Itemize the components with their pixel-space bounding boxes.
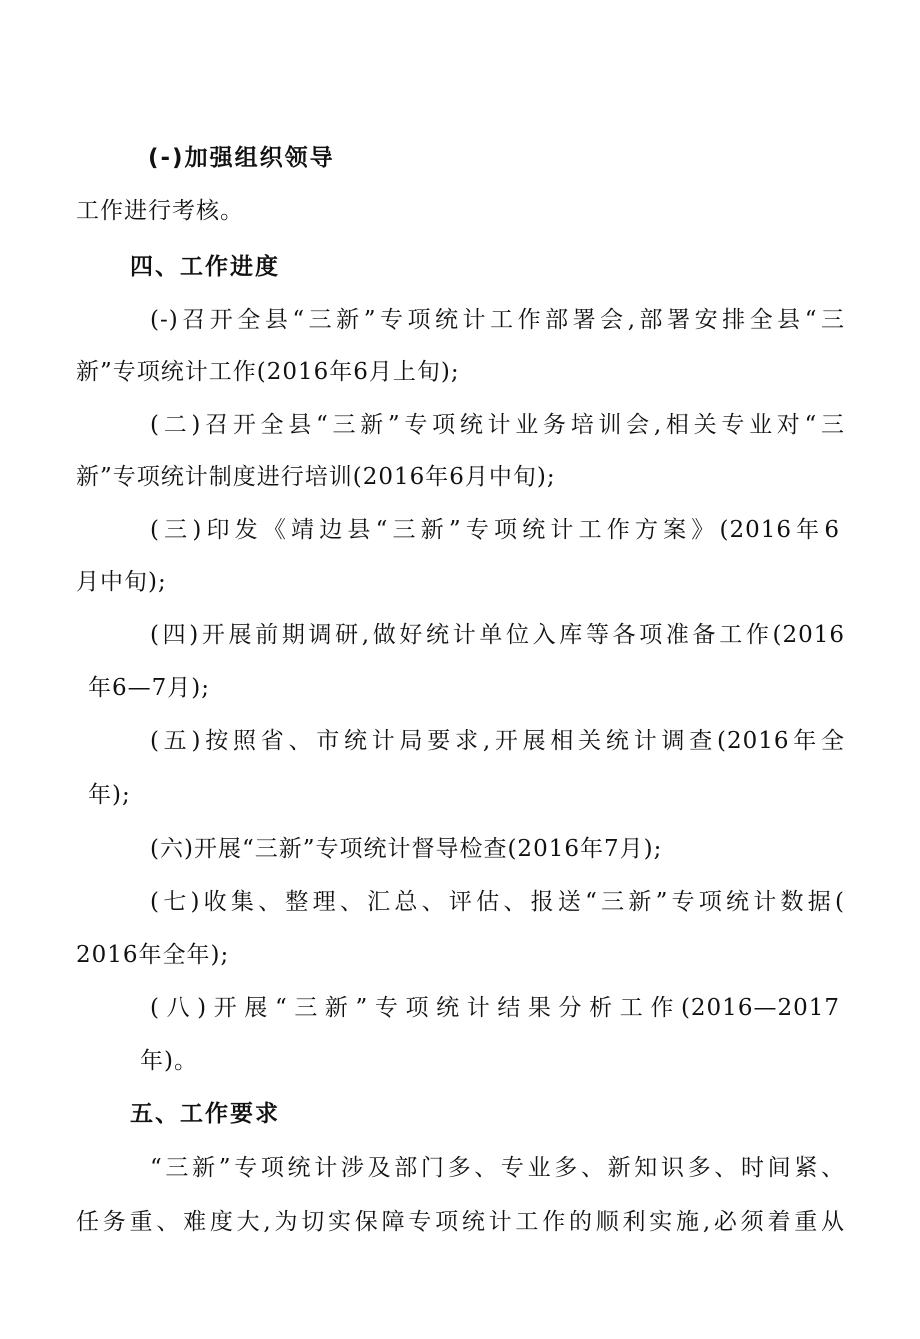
progress-item-7-line-2: 2016年全年); <box>76 942 230 968</box>
progress-item-1-line-1: (-)召开全县“三新”专项统计工作部署会,部署安排全县“三 <box>150 307 845 333</box>
text-line: 工作进行考核。 <box>76 198 244 224</box>
progress-item-3-line-2: 月中旬); <box>76 569 167 595</box>
progress-item-8-line-2: 年)。 <box>140 1048 198 1074</box>
progress-item-5-line-1: (五)按照省、市统计局要求,开展相关统计调查(2016年全 <box>150 728 845 754</box>
progress-item-6: (六)开展“三新”专项统计督导检查(2016年7月); <box>150 836 663 862</box>
section-heading-requirements: 五、工作要求 <box>130 1101 280 1127</box>
requirements-line-2: 任务重、难度大,为切实保障专项统计工作的顺利实施,必须着重从 <box>76 1209 845 1235</box>
requirements-line-1: “三新”专项统计涉及部门多、专业多、新知识多、时间紧、 <box>150 1155 845 1181</box>
progress-item-3-line-1: (三)印发《靖边县“三新”专项统计工作方案》(2016年6 <box>150 517 840 543</box>
progress-item-1-line-2: 新”专项统计工作(2016年6月上旬); <box>76 359 460 385</box>
progress-item-2-line-2: 新”专项统计制度进行培训(2016年6月中旬); <box>76 464 556 490</box>
subheading-organization: (-)加强组织领导 <box>148 145 335 171</box>
progress-item-4-line-1: (四)开展前期调研,做好统计单位入库等各项准备工作(2016 <box>150 622 845 648</box>
section-heading-progress: 四、工作进度 <box>130 254 280 280</box>
progress-item-4-line-2: 年6—7月); <box>88 675 210 701</box>
progress-item-8-line-1: (八)开展“三新”专项统计结果分析工作(2016—2017 <box>150 995 840 1021</box>
progress-item-5-line-2: 年); <box>88 782 131 808</box>
progress-item-2-line-1: (二)召开全县“三新”专项统计业务培训会,相关专业对“三 <box>150 412 845 438</box>
progress-item-7-line-1: (七)收集、整理、汇总、评估、报送“三新”专项统计数据( <box>150 889 845 915</box>
